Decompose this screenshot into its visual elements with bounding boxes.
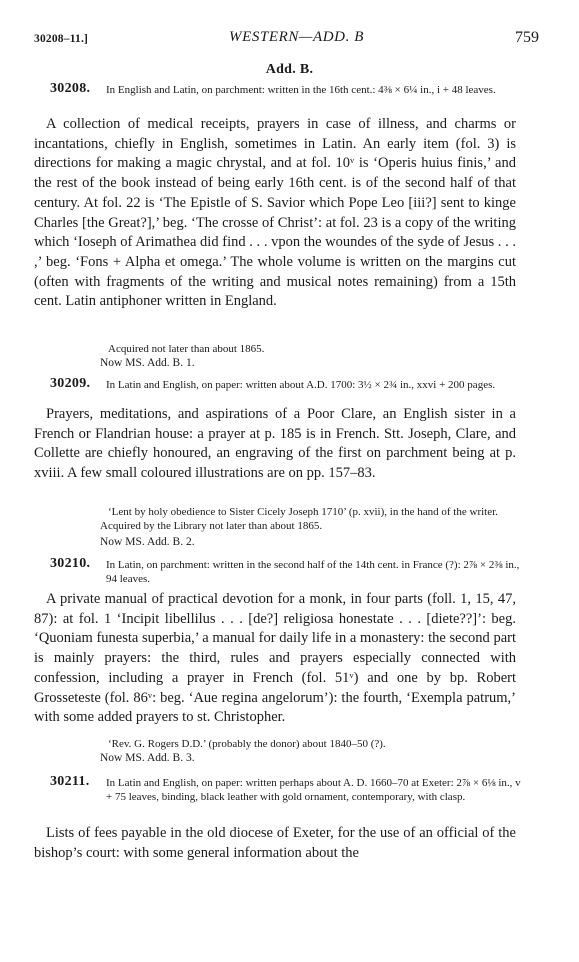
entry-30211-body: Lists of fees payable in the old diocese of Exeter, for the use of an official of the bishop’s court: with some general information about the	[34, 825, 516, 861]
entry-30210-note: ‘Rev. G. Rogers D.D.’ (probably the donor) about 1840–50 (?).	[108, 738, 386, 750]
running-header	[34, 29, 539, 53]
entry-30210-shelfmark: Now MS. Add. B. 3.	[100, 752, 195, 764]
entry-number: 30211.	[50, 774, 90, 789]
entry-number: 30210.	[50, 556, 91, 571]
entry-description: In Latin, on parchment: written in the second half of the 14th cent. in France (?): 2⅞ × 2⅜ in., 94 leaves.	[106, 559, 520, 585]
entry-30208-shelfmark: Now MS. Add. B. 1.	[100, 357, 195, 369]
entry-description: In English and Latin, on parchment: written in the 16th cent.: 4⅜ × 6¼ in., i + 48 leaves.	[106, 84, 496, 96]
entry-description: In Latin and English, on paper: written perhaps about A. D. 1660–70 at Exeter: 2⅞ × 6⅛ in., v + 75 leaves, binding, black leather with gold ornament, contemporary, with clasp.	[106, 777, 521, 803]
entry-30208-note: Acquired not later than about 1865.	[108, 343, 265, 355]
entry-number: 30208.	[50, 81, 91, 96]
entry-30208-body: A collection of medical receipts, prayers in case of illness, and charms or incantations, chiefly in English, sometimes in Latin. An early item (fol. 3) is directions for making a magic chrystal, and at fol. 10ᵛ is ‘Operis huius finis,’ and the rest of the book instead of being early 16th cent. is of the second half of that century. At fol. 22 is ‘The Epistle of S. Savior which Pope Leo [iii?] sent to kinge Charles [the Great?],’ beg. ‘The crosse of Christ’: at fol. 23 is a copy of the writing which ‘Ioseph of Arimathea did find . . . vpon the woundes of the syde of Jesus . . . ,’ beg. ‘Fons + Alpha et omega.’ The whole volume is written on the margins cut (often with fragments of the writing and musical notes remaining) from a 15th cent. Latin antiphoner written in England.	[34, 116, 516, 310]
entry-30209-shelfmark: Now MS. Add. B. 2.	[100, 536, 195, 548]
section-title: Add. B.	[265, 62, 314, 77]
header-title: WESTERN—ADD. B	[229, 29, 365, 45]
header-entry-range: 30208–11.]	[34, 33, 89, 45]
entry-number: 30209.	[50, 376, 91, 391]
entry-description: In Latin and English, on paper: written about A.D. 1700: 3½ × 2¾ in., xxvi + 200 pages.	[106, 379, 496, 391]
entry-30209-body: Prayers, meditations, and aspirations of a Poor Clare, an English sister in a French or Flandrian house: a prayer at p. 185 is in French. Stt. Joseph, Clare, and Collette are chiefly honoured, an engraving of the first on parchment being at p. xviii. A few small coloured illustrations are on pp. 157–83.	[34, 406, 516, 482]
entry-30210-body: A private manual of practical devotion for a monk, in four parts (foll. 1, 15, 47, 87): at fol. 1 ‘Incipit libellilus . . . [de?] religiosa honestate . . . [diete??]’: beg. ‘Quoniam funesta superbia,’ a manual for daily life in a monastery: the second part is mainly prayers: the third, rules and prayers especially connected with confession, including a prayer in French (fol. 51ᵛ) and one by bp. Robert Grosseteste (fol. 86ᵛ: beg. ‘Aue regina angelorum’): the fourth, ‘Exempla patrum,’ with some added prayers to st. Christopher.	[34, 591, 516, 726]
page-number: 759	[515, 29, 539, 46]
entry-30209-note: ‘Lent by holy obedience to Sister Cicely Joseph 1710’ (p. xvii), in the hand of the writer. Acquired by the Library not later than about 1865.	[100, 506, 498, 532]
